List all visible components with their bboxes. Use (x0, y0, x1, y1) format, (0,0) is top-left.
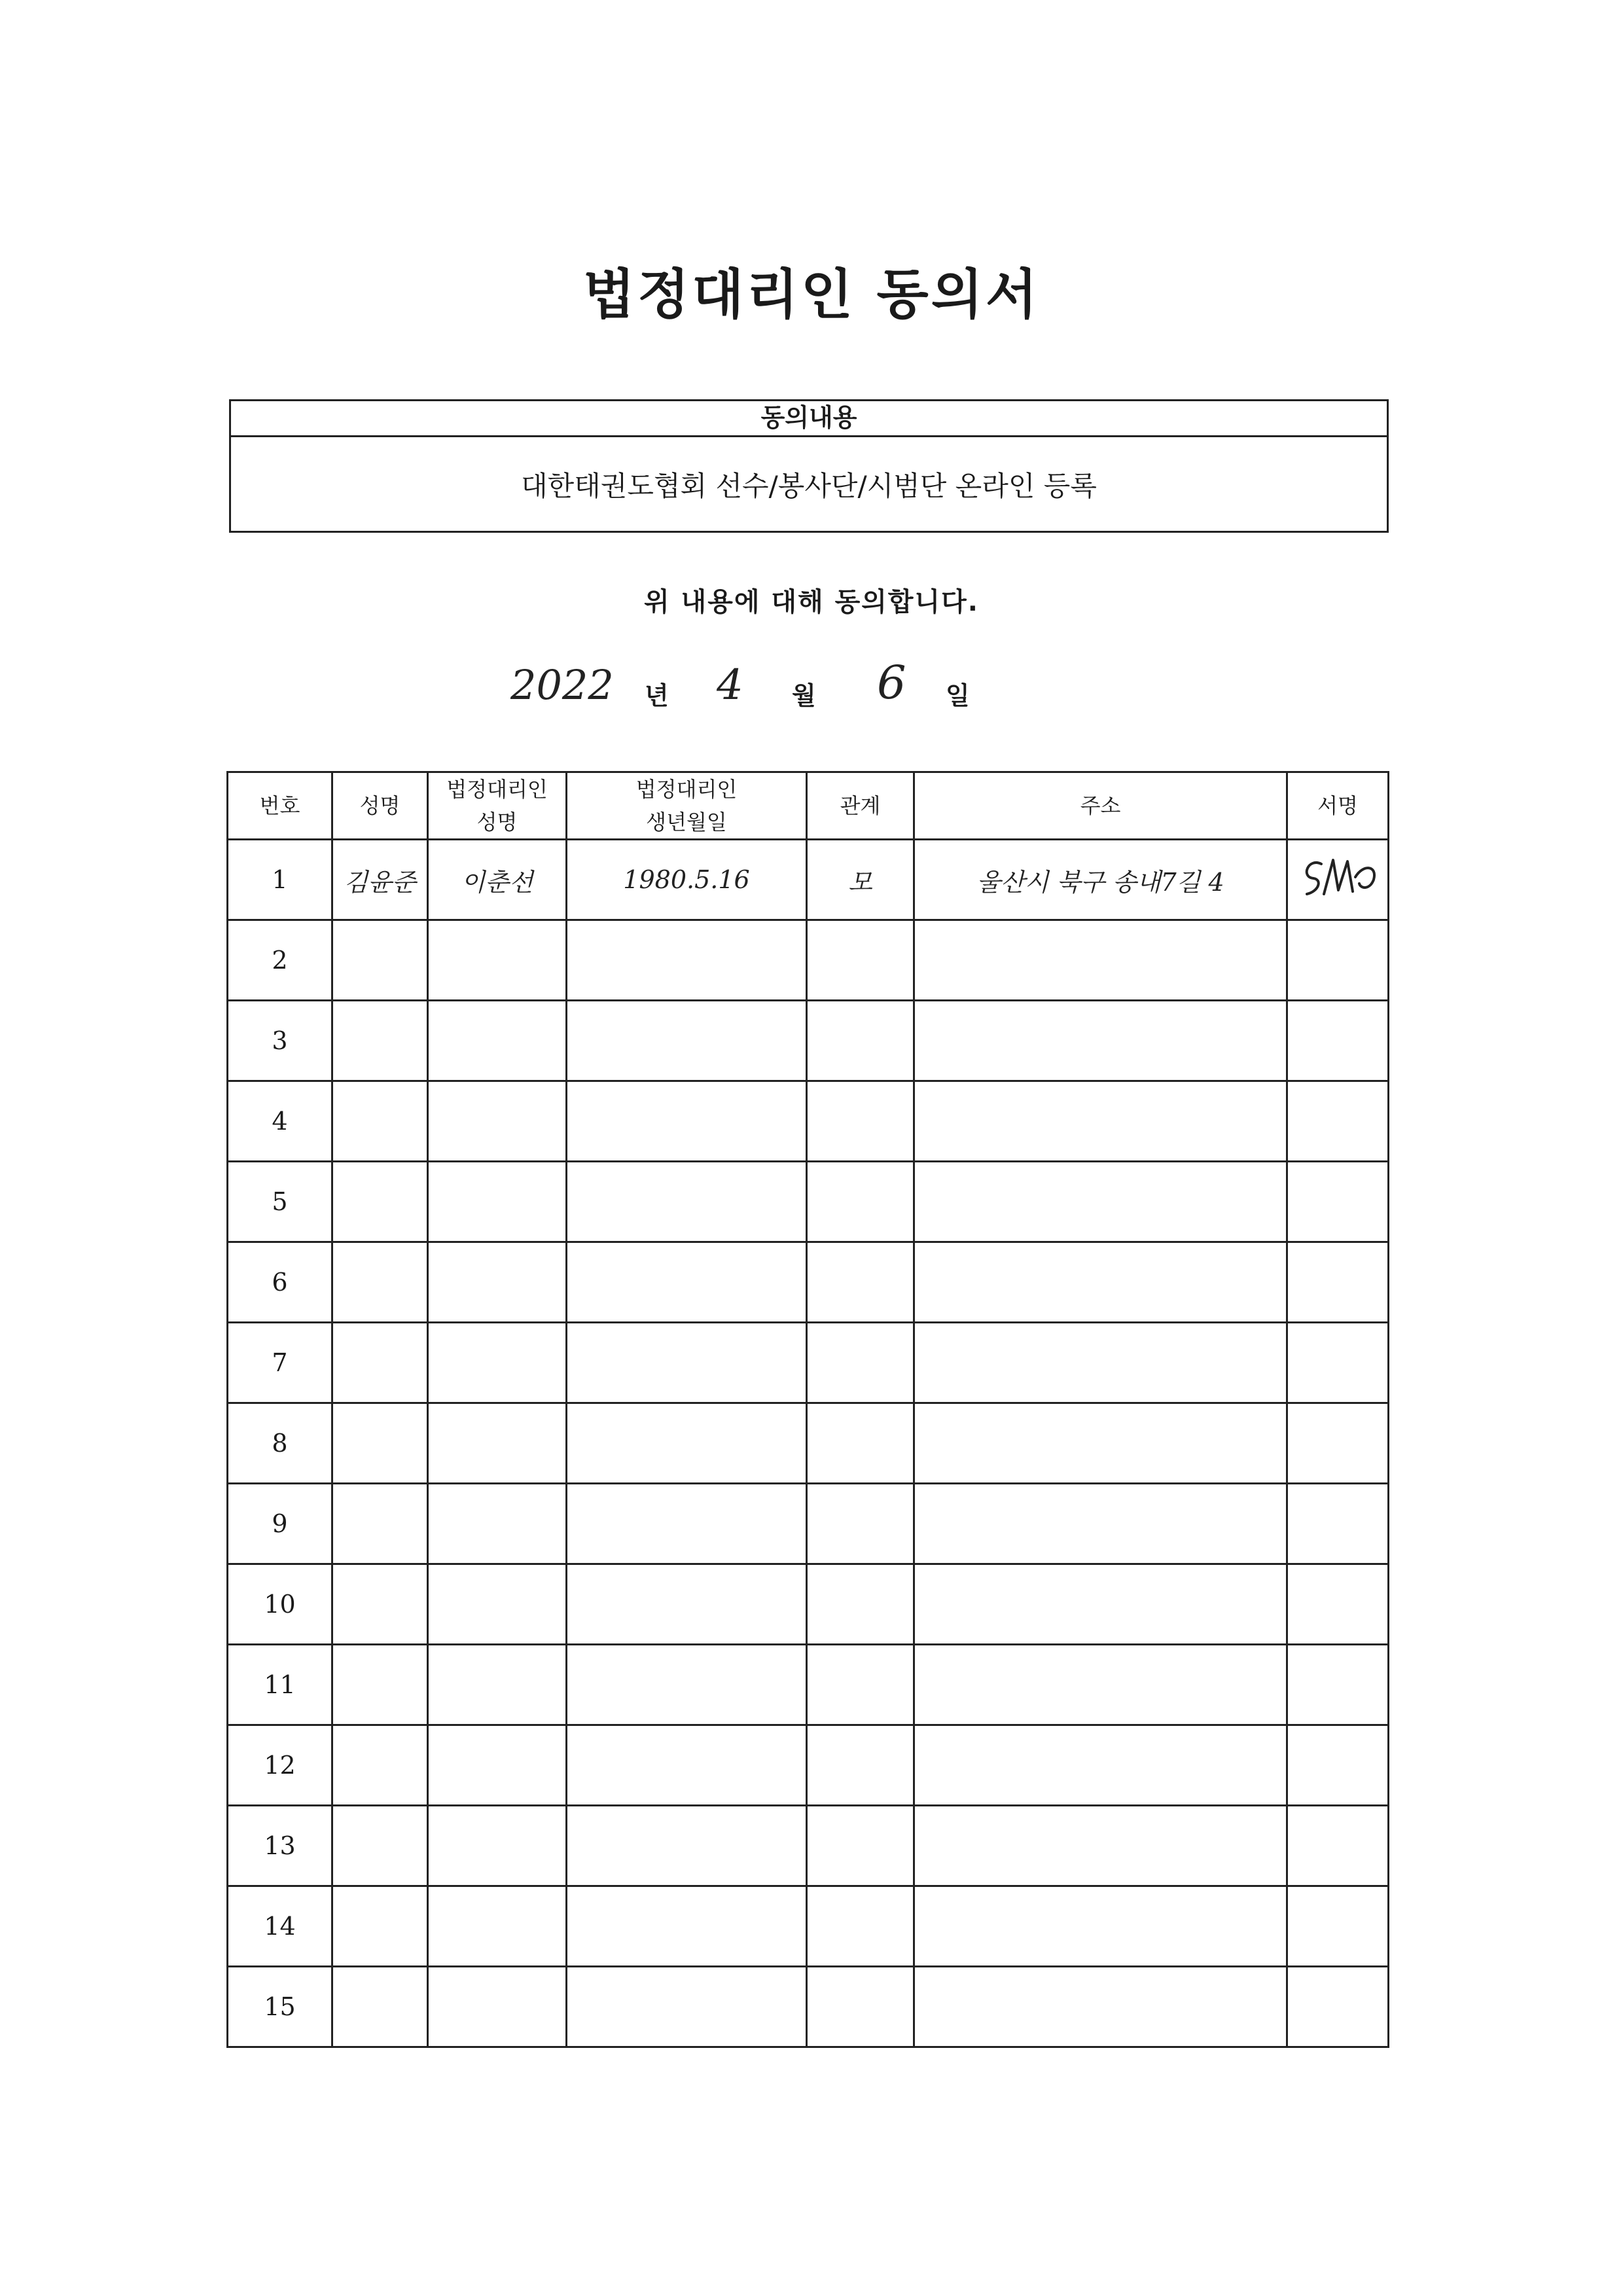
cell-guardian-birth (567, 1564, 807, 1645)
cell-signature (1287, 1725, 1389, 1806)
table-row (228, 920, 1389, 1001)
cell-guardian-birth (567, 1162, 807, 1242)
cell-name (332, 1564, 428, 1645)
cell-guardian-birth (567, 1484, 807, 1564)
cell-signature (1287, 1001, 1389, 1081)
cell-name (332, 1403, 428, 1484)
date-line (510, 656, 1034, 720)
date-day: 6 (877, 656, 906, 709)
registration-table (226, 771, 1389, 2048)
header-no: 번호 (228, 772, 332, 840)
cell-guardian-birth (567, 1001, 807, 1081)
table-row (228, 1967, 1389, 2047)
cell-relation (807, 1242, 914, 1323)
header-guardian-birth-line2: 생년월일 (646, 810, 727, 834)
cell-guardian-birth (567, 1645, 807, 1725)
cell-address (914, 1886, 1287, 1967)
cell-name (332, 1886, 428, 1967)
cell-address (914, 1967, 1287, 2047)
cell-signature (1287, 1081, 1389, 1162)
table-row (228, 840, 1389, 920)
cell-guardian-birth (567, 1403, 807, 1484)
agreement-text: 위 내용에 대해 동의합니다. (643, 587, 979, 617)
cell-relation (807, 1725, 914, 1806)
consent-box (229, 399, 1389, 533)
cell-name (332, 1967, 428, 2047)
cell-guardian-birth (567, 1886, 807, 1967)
header-guardian-name-line2: 성명 (476, 810, 518, 834)
table-row (228, 1403, 1389, 1484)
cell-guardian-name (428, 1081, 567, 1162)
cell-guardian-name (428, 1645, 567, 1725)
cell-name (332, 1725, 428, 1806)
cell-no: 2 (228, 920, 332, 1001)
date-day-unit: 일 (946, 681, 970, 710)
header-relation: 관계 (807, 772, 914, 840)
cell-signature (1287, 1806, 1389, 1886)
cell-guardian-birth (567, 1967, 807, 2047)
date-month: 4 (717, 661, 743, 709)
table-row (228, 1806, 1389, 1886)
cell-guardian-name (428, 1564, 567, 1645)
header-address: 주소 (914, 772, 1287, 840)
cell-no: 6 (228, 1242, 332, 1323)
cell-no: 1 (228, 840, 332, 920)
page-title: 법정대리인 동의서 (582, 264, 1041, 326)
table-row (228, 1725, 1389, 1806)
cell-signature (1287, 1886, 1389, 1967)
cell-signature (1287, 1242, 1389, 1323)
consent-content: 대한태권도협회 선수/봉사단/시범단 온라인 등록 (521, 470, 1097, 502)
cell-name (332, 1001, 428, 1081)
cell-guardian-birth (567, 1323, 807, 1403)
cell-signature (1287, 1403, 1389, 1484)
cell-relation: 모 (807, 840, 914, 920)
cell-name (332, 1162, 428, 1242)
table-row (228, 1081, 1389, 1162)
cell-address (914, 1564, 1287, 1645)
cell-no: 3 (228, 1001, 332, 1081)
cell-relation (807, 1081, 914, 1162)
date-month-unit: 월 (792, 681, 816, 710)
cell-signature (1287, 1162, 1389, 1242)
cell-address: 울산시 북구 송내7길 4 (914, 840, 1287, 920)
cell-relation (807, 920, 914, 1001)
cell-no: 4 (228, 1081, 332, 1162)
cell-signature (1287, 1645, 1389, 1725)
cell-name (332, 1484, 428, 1564)
cell-guardian-birth (567, 920, 807, 1001)
cell-guardian-birth (567, 1725, 807, 1806)
cell-signature (1287, 1484, 1389, 1564)
cell-address (914, 1484, 1287, 1564)
cell-no: 7 (228, 1323, 332, 1403)
handwritten-signature (1295, 851, 1380, 903)
table-row (228, 1886, 1389, 1967)
cell-guardian-birth (567, 1806, 807, 1886)
cell-guardian-birth (567, 1242, 807, 1323)
cell-guardian-name (428, 1001, 567, 1081)
cell-relation (807, 1806, 914, 1886)
cell-address (914, 1645, 1287, 1725)
cell-signature (1287, 840, 1389, 920)
cell-relation (807, 1403, 914, 1484)
cell-guardian-name (428, 1484, 567, 1564)
cell-name (332, 1645, 428, 1725)
cell-address (914, 1081, 1287, 1162)
cell-no: 9 (228, 1484, 332, 1564)
cell-name (332, 920, 428, 1001)
date-year-unit: 년 (645, 681, 669, 710)
table-row (228, 1645, 1389, 1725)
cell-relation (807, 1162, 914, 1242)
cell-guardian-name (428, 920, 567, 1001)
cell-address (914, 1242, 1287, 1323)
header-guardian-name (428, 772, 567, 840)
cell-name (332, 1323, 428, 1403)
cell-relation (807, 1484, 914, 1564)
cell-guardian-name (428, 1242, 567, 1323)
table-row (228, 1323, 1389, 1403)
consent-header: 동의내용 (231, 401, 1387, 437)
cell-guardian-name (428, 1886, 567, 1967)
cell-no: 12 (228, 1725, 332, 1806)
cell-no: 5 (228, 1162, 332, 1242)
table-row (228, 1564, 1389, 1645)
cell-guardian-name (428, 1806, 567, 1886)
table-row (228, 1001, 1389, 1081)
cell-relation (807, 1001, 914, 1081)
cell-guardian-name (428, 1162, 567, 1242)
cell-address (914, 1001, 1287, 1081)
table-row (228, 1162, 1389, 1242)
cell-guardian-name (428, 1403, 567, 1484)
cell-guardian-birth (567, 1081, 807, 1162)
cell-no: 10 (228, 1564, 332, 1645)
cell-name: 김윤준 (332, 840, 428, 920)
header-name: 성명 (332, 772, 428, 840)
cell-no: 11 (228, 1645, 332, 1725)
cell-address (914, 1323, 1287, 1403)
cell-no: 15 (228, 1967, 332, 2047)
cell-no: 13 (228, 1806, 332, 1886)
cell-name (332, 1806, 428, 1886)
cell-relation (807, 1967, 914, 2047)
cell-relation (807, 1323, 914, 1403)
cell-relation (807, 1886, 914, 1967)
cell-name (332, 1081, 428, 1162)
cell-relation (807, 1564, 914, 1645)
cell-address (914, 1403, 1287, 1484)
header-guardian-birth-line1: 법정대리인 (635, 777, 738, 802)
cell-relation (807, 1645, 914, 1725)
cell-no: 14 (228, 1886, 332, 1967)
header-signature: 서명 (1287, 772, 1389, 840)
cell-name (332, 1242, 428, 1323)
date-year: 2022 (510, 661, 614, 709)
cell-no: 8 (228, 1403, 332, 1484)
cell-address (914, 920, 1287, 1001)
cell-guardian-name (428, 1725, 567, 1806)
cell-address (914, 1162, 1287, 1242)
cell-signature (1287, 920, 1389, 1001)
cell-guardian-birth: 1980.5.16 (567, 840, 807, 920)
table-row (228, 1484, 1389, 1564)
header-guardian-birth (567, 772, 807, 840)
cell-signature (1287, 1967, 1389, 2047)
cell-address (914, 1806, 1287, 1886)
cell-signature (1287, 1564, 1389, 1645)
cell-guardian-name (428, 1323, 567, 1403)
cell-address (914, 1725, 1287, 1806)
cell-guardian-name (428, 1967, 567, 2047)
table-row (228, 1242, 1389, 1323)
table-header-row (228, 772, 1389, 840)
cell-guardian-name: 이춘선 (428, 840, 567, 920)
header-guardian-name-line1: 법정대리인 (446, 777, 548, 802)
cell-signature (1287, 1323, 1389, 1403)
